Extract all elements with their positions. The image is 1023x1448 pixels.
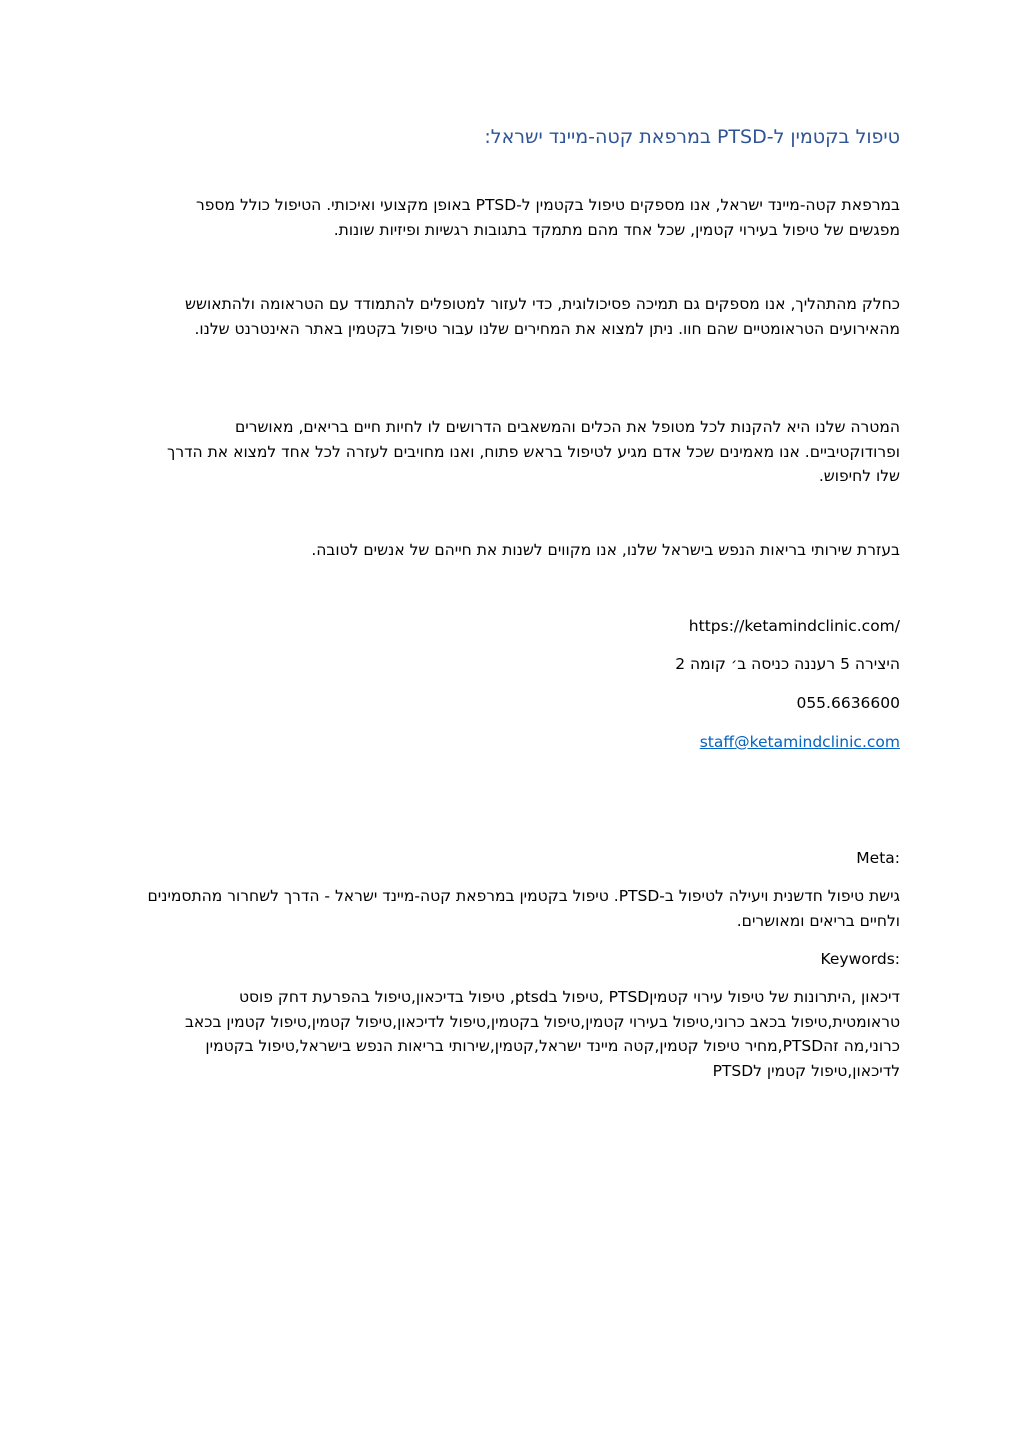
paragraph-process: כחלק מהתהליך, אנו מספקים גם תמיכה פסיכולוגית, כדי לעזור למטופלים להתמודד עם הטראומה ולהתאושש מהאירועים הטראומטיים שהם חוו. ניתן למצוא את המחירים שלנו עבור טיפול בקטמין באתר האינטרנט שלנו. (185, 295, 900, 338)
keywords-label: Keywords: (820, 950, 900, 968)
email-link[interactable]: staff@ketamindclinic.com (699, 733, 900, 751)
keywords-list: דיכאון ,היתרונות של טיפול עירוי קטמיןPTSD ,טיפול בptsd, טיפול בדיכאון,טיפול בהפרעת דחק פוסט טראומטית,טיפול בכאב כרוני,טיפול בעירוי קטמין,טיפול בקטמין,טיפול לדיכאון,טיפול קטמין,טיפול קטמין בכאב כרוני,מה זהPTSD,מחיר טיפול קטמין,קטה מיינד ישראל,קטמין,שירותי בריאות הנפש בישראל,טיפול בקטמין לדיכאון,טיפול קטמין לPTSD (184, 988, 900, 1080)
paragraph-goal: המטרה שלנו היא להקנות לכל מטופל את הכלים והמשאבים הדרושים לו לחיות חיים בריאים, מאושרים ופרודוקטיביים. אנו מאמינים שכל אדם מגיע לטיפול בראש פתוח, ואנו מחויבים לעזרה לכל אחד למצוא את הדרך שלו לחיפוש. (167, 418, 900, 485)
paragraph-closing: בעזרת שירותי בריאות הנפש בישראל שלנו, אנו מקווים לשנות את חייהם של אנשים לטובה. (311, 541, 900, 559)
clinic-phone: 055.6636600 (796, 694, 900, 712)
website-link[interactable]: https://ketamindclinic.com/ (688, 617, 900, 635)
document-title: טיפול בקטמין ל-PTSD במרפאת קטה-מיינד ישראל: (484, 126, 900, 148)
paragraph-intro: במרפאת קטה-מיינד ישראל, אנו מספקים טיפול בקטמין ל-PTSD באופן מקצועי ואיכותי. הטיפול כולל מספר מפגשים של טיפול בעירוי קטמין, שכל אחד מהם מתמקד בתגובות רגשיות ופיזיות שונות. (196, 196, 900, 239)
meta-label: Meta: (856, 849, 900, 867)
clinic-address: היצירה 5 רעננה כניסה ב׳ קומה 2 (675, 655, 900, 673)
meta-description: גישת טיפול חדשנית ויעילה לטיפול ב-PTSD. טיפול בקטמין במרפאת קטה-מיינד ישראל - הדרך לשחרור מהתסמינים ולחיים בריאים ומאושרים. (147, 887, 900, 930)
